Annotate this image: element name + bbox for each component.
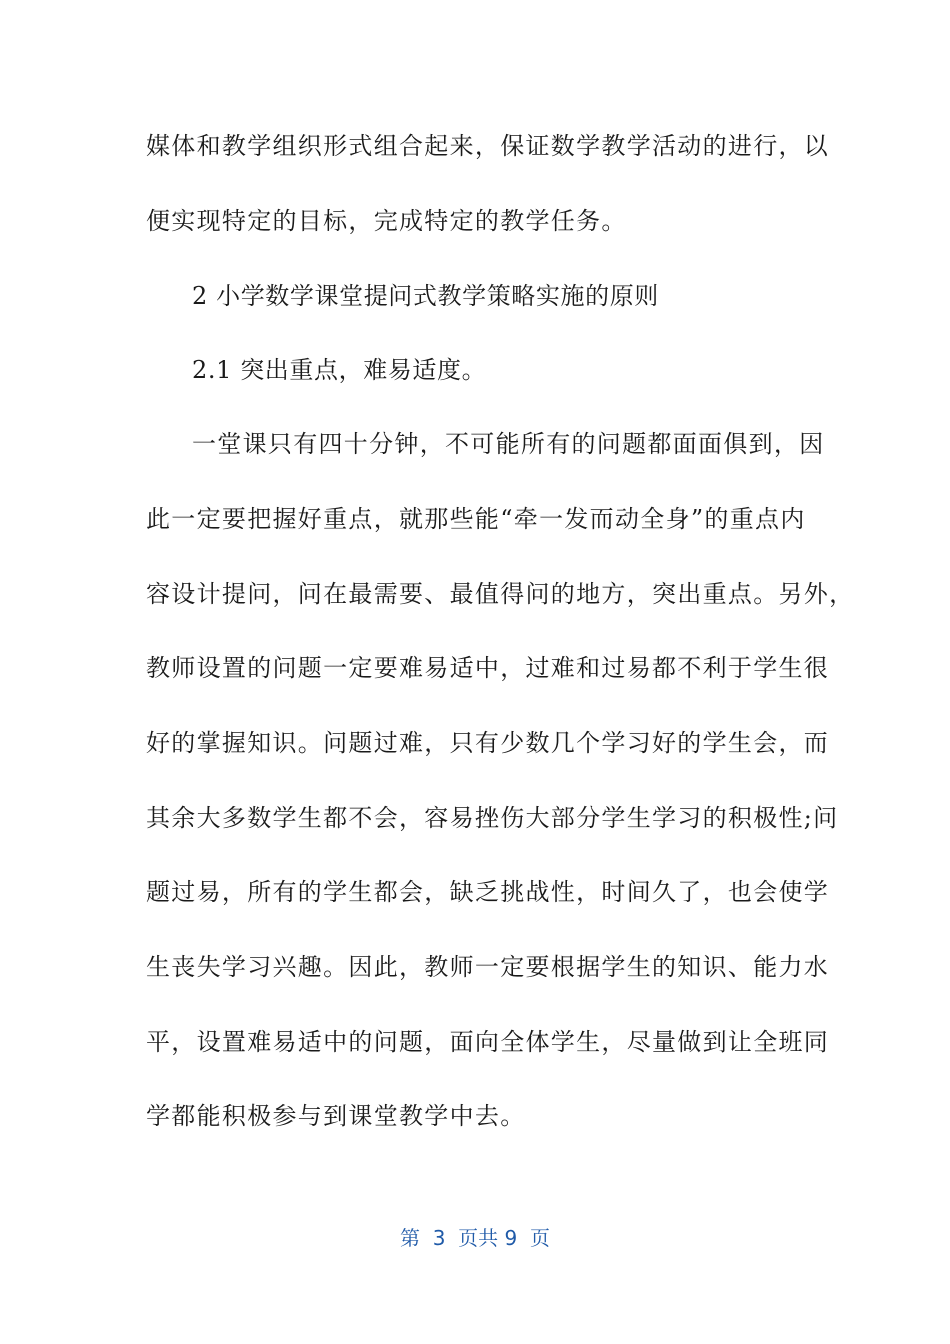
paragraph-line: 一堂课只有四十分钟，不可能所有的问题都面面俱到，因: [192, 430, 825, 458]
paragraph-line: 此一定要把握好重点，就那些能“牵一发而动全身”的重点内: [146, 505, 806, 533]
paragraph-line: 教师设置的问题一定要难易适中，过难和过易都不利于学生很: [146, 654, 830, 682]
paragraph-line: 学都能积极参与到课堂教学中去。: [146, 1102, 526, 1130]
paragraph-line: 生丧失学习兴趣。因此，教师一定要根据学生的知识、能力水: [146, 953, 830, 981]
subsection-heading: 2.1 突出重点，难易适度。: [192, 356, 487, 384]
paragraph-line: 便实现特定的目标，完成特定的教学任务。: [146, 207, 627, 235]
paragraph-line: 平，设置难易适中的问题，面向全体学生，尽量做到让全班同: [146, 1028, 830, 1056]
paragraph-line: 其余大多数学生都不会，容易挫伤大部分学生学习的积极性;问: [146, 804, 839, 832]
paragraph-line: 容设计提问，问在最需要、最值得问的地方，突出重点。另外，: [146, 580, 855, 608]
section-heading: 2 小学数学课堂提问式教学策略实施的原则: [192, 282, 659, 310]
paragraph-line: 题过易，所有的学生都会，缺乏挑战性，时间久了，也会使学: [146, 878, 830, 906]
paragraph-line: 好的掌握知识。问题过难，只有少数几个学习好的学生会，而: [146, 729, 830, 757]
page-number-footer: 第 3 页共 9 页: [400, 1226, 550, 1250]
paragraph-line: 媒体和教学组织形式组合起来，保证数学教学活动的进行，以: [146, 132, 830, 160]
